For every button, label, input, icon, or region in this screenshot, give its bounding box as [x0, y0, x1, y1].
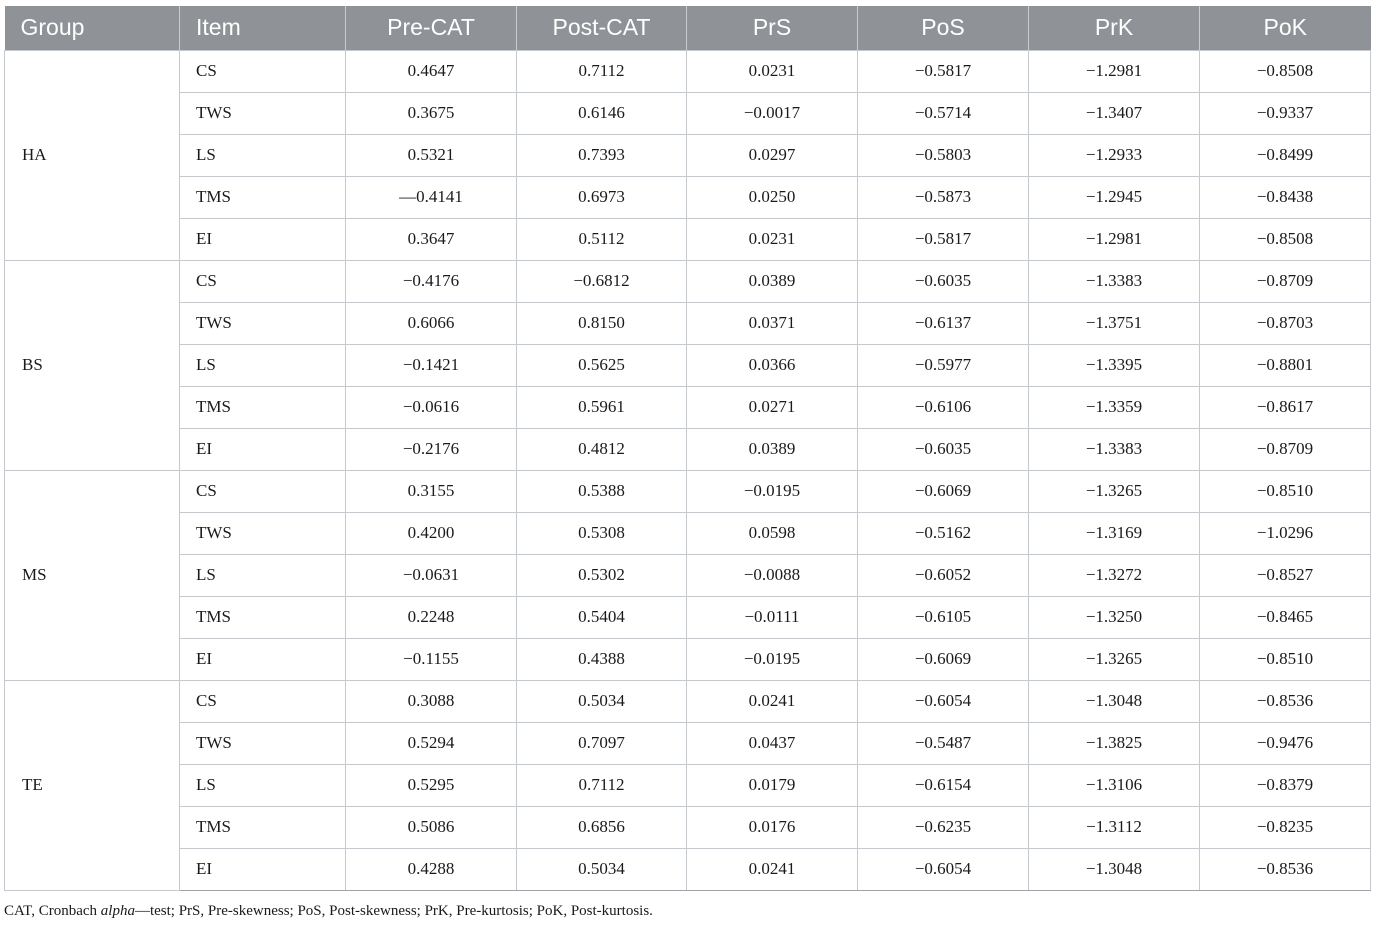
cell-pos: −0.6154: [858, 764, 1029, 806]
cell-prs: 0.0389: [687, 428, 858, 470]
cell-pre-cat: 0.5321: [346, 134, 517, 176]
cell-pos: −0.6035: [858, 260, 1029, 302]
cell-prs: −0.0195: [687, 470, 858, 512]
cell-pok: −0.8438: [1200, 176, 1371, 218]
cell-pre-cat: 0.6066: [346, 302, 517, 344]
cell-pre-cat: 0.3675: [346, 92, 517, 134]
cell-prk: −1.3272: [1029, 554, 1200, 596]
cell-prs: 0.0389: [687, 260, 858, 302]
cell-pok: −0.8527: [1200, 554, 1371, 596]
cell-post-cat: 0.5404: [517, 596, 687, 638]
cell-pos: −0.5162: [858, 512, 1029, 554]
cell-pre-cat: −0.1155: [346, 638, 517, 680]
cell-pok: −0.8379: [1200, 764, 1371, 806]
cell-pos: −0.6054: [858, 680, 1029, 722]
cell-pok: −0.8510: [1200, 638, 1371, 680]
cell-prk: −1.3048: [1029, 848, 1200, 890]
cell-prs: −0.0195: [687, 638, 858, 680]
cell-prs: 0.0176: [687, 806, 858, 848]
cell-post-cat: 0.5034: [517, 848, 687, 890]
cell-item: LS: [180, 134, 346, 176]
cell-item: EI: [180, 428, 346, 470]
header-pre-cat: Pre-CAT: [346, 6, 517, 50]
cell-pok: −0.8499: [1200, 134, 1371, 176]
table-footnote: [4, 903, 653, 920]
cell-group: HA: [5, 50, 180, 260]
cell-item: CS: [180, 260, 346, 302]
table-row: [5, 554, 1371, 596]
cell-pos: −0.5817: [858, 218, 1029, 260]
cell-pre-cat: 0.5294: [346, 722, 517, 764]
cell-post-cat: 0.6856: [517, 806, 687, 848]
header-pok: PoK: [1200, 6, 1371, 50]
cell-post-cat: 0.8150: [517, 302, 687, 344]
cell-item: TWS: [180, 512, 346, 554]
cell-pok: −0.8709: [1200, 260, 1371, 302]
cell-prk: −1.2981: [1029, 50, 1200, 92]
table-row: [5, 428, 1371, 470]
cell-post-cat: 0.5388: [517, 470, 687, 512]
header-row: [5, 6, 1371, 50]
cell-prs: −0.0017: [687, 92, 858, 134]
cell-item: CS: [180, 680, 346, 722]
table-row: [5, 722, 1371, 764]
cell-pre-cat: —0.4141: [346, 176, 517, 218]
cell-item: EI: [180, 218, 346, 260]
cell-pre-cat: −0.1421: [346, 344, 517, 386]
cell-pok: −0.8508: [1200, 50, 1371, 92]
table-row: [5, 134, 1371, 176]
cell-group: BS: [5, 260, 180, 470]
cell-prk: −1.3265: [1029, 470, 1200, 512]
cell-pre-cat: 0.5086: [346, 806, 517, 848]
cell-prk: −1.3383: [1029, 260, 1200, 302]
cell-pok: −0.8617: [1200, 386, 1371, 428]
cell-pos: −0.5817: [858, 50, 1029, 92]
cell-post-cat: 0.7112: [517, 50, 687, 92]
cell-pos: −0.6069: [858, 470, 1029, 512]
cell-item: TMS: [180, 806, 346, 848]
cell-post-cat: 0.5112: [517, 218, 687, 260]
cell-item: CS: [180, 50, 346, 92]
cell-item: EI: [180, 638, 346, 680]
table-row: [5, 680, 1371, 722]
cell-prs: 0.0179: [687, 764, 858, 806]
table-row: [5, 92, 1371, 134]
cell-group: MS: [5, 470, 180, 680]
table-row: [5, 302, 1371, 344]
cell-post-cat: 0.7112: [517, 764, 687, 806]
table-row: [5, 512, 1371, 554]
cell-prk: −1.2933: [1029, 134, 1200, 176]
cell-pre-cat: 0.3647: [346, 218, 517, 260]
cell-item: TWS: [180, 722, 346, 764]
header-prs: PrS: [687, 6, 858, 50]
cell-group: TE: [5, 680, 180, 890]
cell-prs: −0.0111: [687, 596, 858, 638]
table-row: [5, 386, 1371, 428]
cell-prk: −1.3751: [1029, 302, 1200, 344]
cell-post-cat: 0.7393: [517, 134, 687, 176]
cell-pos: −0.6035: [858, 428, 1029, 470]
header-pos: PoS: [858, 6, 1029, 50]
table-row: [5, 344, 1371, 386]
cell-pre-cat: 0.3155: [346, 470, 517, 512]
header-group: Group: [5, 6, 180, 50]
cell-post-cat: 0.5034: [517, 680, 687, 722]
table-row: [5, 848, 1371, 890]
cell-pos: −0.6105: [858, 596, 1029, 638]
cell-prk: −1.3395: [1029, 344, 1200, 386]
footnote-text: CAT, Cronbach: [4, 903, 101, 919]
cell-prs: 0.0271: [687, 386, 858, 428]
table-container: [4, 6, 1370, 891]
cell-prs: 0.0231: [687, 218, 858, 260]
cell-pok: −0.8465: [1200, 596, 1371, 638]
cell-post-cat: 0.6973: [517, 176, 687, 218]
cell-pos: −0.5873: [858, 176, 1029, 218]
footnote-italic: alpha: [100, 903, 135, 919]
cell-pre-cat: 0.3088: [346, 680, 517, 722]
cell-item: CS: [180, 470, 346, 512]
cell-prs: 0.0598: [687, 512, 858, 554]
table-row: [5, 596, 1371, 638]
cell-pos: −0.5487: [858, 722, 1029, 764]
cell-prk: −1.3407: [1029, 92, 1200, 134]
cell-post-cat: 0.5308: [517, 512, 687, 554]
table-row: [5, 218, 1371, 260]
cell-pok: −0.8709: [1200, 428, 1371, 470]
cell-prs: 0.0231: [687, 50, 858, 92]
cell-pok: −0.8510: [1200, 470, 1371, 512]
cell-prk: −1.3250: [1029, 596, 1200, 638]
header-prk: PrK: [1029, 6, 1200, 50]
cell-post-cat: 0.4388: [517, 638, 687, 680]
cell-pre-cat: −0.4176: [346, 260, 517, 302]
cell-item: LS: [180, 344, 346, 386]
cell-post-cat: 0.5625: [517, 344, 687, 386]
table-row: [5, 638, 1371, 680]
cell-prk: −1.3383: [1029, 428, 1200, 470]
cell-pok: −0.8235: [1200, 806, 1371, 848]
table-row: [5, 260, 1371, 302]
table-row: [5, 470, 1371, 512]
cell-pos: −0.6054: [858, 848, 1029, 890]
header-item: Item: [180, 6, 346, 50]
cell-post-cat: −0.6812: [517, 260, 687, 302]
cell-prs: 0.0250: [687, 176, 858, 218]
cell-post-cat: 0.4812: [517, 428, 687, 470]
cell-prs: 0.0437: [687, 722, 858, 764]
cell-pok: −0.8536: [1200, 848, 1371, 890]
cell-pos: −0.6106: [858, 386, 1029, 428]
table-row: [5, 50, 1371, 92]
cell-post-cat: 0.5961: [517, 386, 687, 428]
cell-pos: −0.6137: [858, 302, 1029, 344]
cell-pre-cat: −0.0631: [346, 554, 517, 596]
cell-item: TMS: [180, 176, 346, 218]
cell-prk: −1.3106: [1029, 764, 1200, 806]
table-row: [5, 764, 1371, 806]
cell-pre-cat: 0.4288: [346, 848, 517, 890]
cell-prs: −0.0088: [687, 554, 858, 596]
cell-post-cat: 0.6146: [517, 92, 687, 134]
cell-post-cat: 0.7097: [517, 722, 687, 764]
cell-item: TMS: [180, 386, 346, 428]
cell-prk: −1.2981: [1029, 218, 1200, 260]
results-table: [4, 6, 1371, 891]
header-post-cat: Post-CAT: [517, 6, 687, 50]
cell-pok: −0.8536: [1200, 680, 1371, 722]
footnote-text: —test; PrS, Pre-skewness; PoS, Post-skewness; PrK, Pre-kurtosis; PoK, Post-kurtosis.: [134, 903, 653, 919]
cell-item: LS: [180, 764, 346, 806]
table-body: [5, 50, 1371, 890]
cell-pok: −1.0296: [1200, 512, 1371, 554]
cell-prs: 0.0297: [687, 134, 858, 176]
cell-prk: −1.3825: [1029, 722, 1200, 764]
cell-pok: −0.9337: [1200, 92, 1371, 134]
cell-prk: −1.3112: [1029, 806, 1200, 848]
cell-pos: −0.5977: [858, 344, 1029, 386]
cell-pok: −0.8508: [1200, 218, 1371, 260]
cell-prk: −1.3169: [1029, 512, 1200, 554]
cell-pre-cat: 0.5295: [346, 764, 517, 806]
cell-pos: −0.5714: [858, 92, 1029, 134]
cell-pos: −0.6069: [858, 638, 1029, 680]
cell-pre-cat: 0.4200: [346, 512, 517, 554]
cell-pok: −0.8703: [1200, 302, 1371, 344]
cell-pok: −0.9476: [1200, 722, 1371, 764]
cell-pos: −0.6052: [858, 554, 1029, 596]
cell-pok: −0.8801: [1200, 344, 1371, 386]
cell-prk: −1.3265: [1029, 638, 1200, 680]
cell-prk: −1.2945: [1029, 176, 1200, 218]
cell-item: TWS: [180, 92, 346, 134]
table-row: [5, 176, 1371, 218]
cell-prs: 0.0366: [687, 344, 858, 386]
cell-prs: 0.0371: [687, 302, 858, 344]
cell-pre-cat: −0.0616: [346, 386, 517, 428]
cell-prk: −1.3359: [1029, 386, 1200, 428]
cell-prs: 0.0241: [687, 680, 858, 722]
cell-post-cat: 0.5302: [517, 554, 687, 596]
cell-pos: −0.5803: [858, 134, 1029, 176]
cell-pre-cat: 0.2248: [346, 596, 517, 638]
cell-item: EI: [180, 848, 346, 890]
cell-pre-cat: 0.4647: [346, 50, 517, 92]
cell-item: TWS: [180, 302, 346, 344]
cell-pos: −0.6235: [858, 806, 1029, 848]
cell-item: TMS: [180, 596, 346, 638]
cell-prs: 0.0241: [687, 848, 858, 890]
cell-pre-cat: −0.2176: [346, 428, 517, 470]
cell-item: LS: [180, 554, 346, 596]
table-row: [5, 806, 1371, 848]
cell-prk: −1.3048: [1029, 680, 1200, 722]
